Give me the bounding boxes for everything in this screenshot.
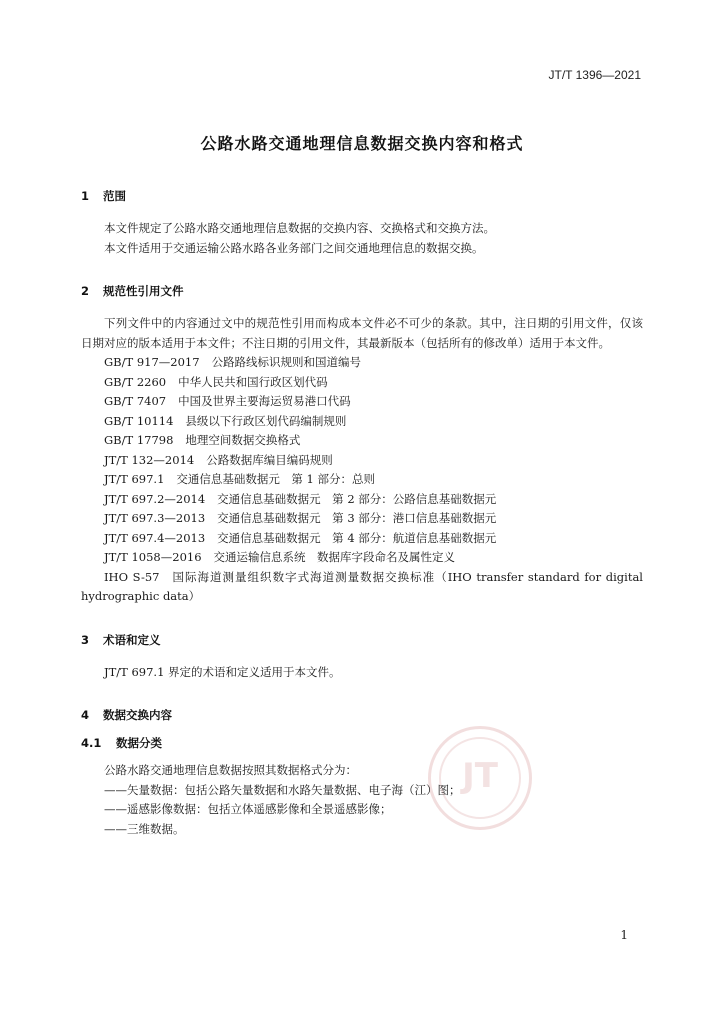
section-2-intro: 下列文件中的内容通过文中的规范性引用而构成本文件必不可少的条款。其中，注日期的引用文件，仅该日期对应的版本适用于本文件；不注日期的引用文件，其最新版本（包括所有的修改单）适用于本文件。 bbox=[81, 316, 643, 350]
reference-title: 交通信息基础数据元 第 4 部分：航道信息基础数据元 bbox=[217, 530, 497, 545]
section-number: 1 bbox=[81, 189, 90, 203]
subsection-4-1-intro: 公路水路交通地理信息数据按照其数据格式分为： bbox=[104, 763, 357, 777]
reference-code: JT/T 697.3—2013 bbox=[104, 511, 206, 525]
reference-title: 公路路线标识规则和国道编号 bbox=[211, 355, 362, 369]
document-body bbox=[81, 186, 643, 839]
reference-item bbox=[81, 451, 643, 471]
section-title: 数据交换内容 bbox=[103, 708, 172, 722]
reference-code: JT/T 697.1 bbox=[104, 472, 165, 486]
section-number: 4 bbox=[81, 708, 90, 722]
section-title: 范围 bbox=[103, 189, 126, 203]
reference-title: 地理空间数据交换格式 bbox=[185, 433, 301, 447]
reference-item bbox=[81, 568, 643, 607]
section-title: 规范性引用文件 bbox=[103, 284, 184, 298]
reference-item bbox=[81, 509, 643, 529]
reference-title: 县级以下行政区划代码编制规则 bbox=[185, 413, 347, 428]
reference-title: 中国及世界主要海运贸易港口代码 bbox=[178, 394, 351, 408]
reference-title: 交通信息基础数据元 第 1 部分：总则 bbox=[176, 472, 376, 486]
list-item: ——三维数据。 bbox=[104, 821, 185, 836]
reference-item bbox=[81, 373, 643, 393]
list-item: ——矢量数据：包括公路矢量数据和水路矢量数据、电子海（江）图； bbox=[104, 782, 461, 797]
reference-code: GB/T 917—2017 bbox=[104, 355, 200, 369]
section-1-paragraph: 本文件规定了公路水路交通地理信息数据的交换内容、交换格式和交换方法。 bbox=[104, 221, 495, 235]
document-code: JT/T 1396—2021 bbox=[548, 68, 641, 82]
section-number: 3 bbox=[81, 632, 90, 647]
reference-item bbox=[81, 431, 643, 451]
reference-item bbox=[81, 529, 643, 549]
document-title: 公路水路交通地理信息数据交换内容和格式 bbox=[200, 134, 524, 153]
reference-code: GB/T 17798 bbox=[104, 433, 174, 447]
reference-code: GB/T 10114 bbox=[104, 413, 174, 428]
reference-title: 交通信息基础数据元 第 2 部分：公路信息基础数据元 bbox=[217, 491, 497, 506]
reference-item bbox=[81, 392, 643, 412]
section-1-heading bbox=[81, 186, 643, 206]
section-3-heading bbox=[81, 630, 643, 650]
reference-code: JT/T 697.4—2013 bbox=[104, 530, 206, 545]
reference-title: 中华人民共和国行政区划代码 bbox=[178, 374, 328, 389]
section-4-heading bbox=[81, 705, 643, 725]
reference-code: GB/T 7407 bbox=[104, 394, 167, 408]
data-category-list bbox=[81, 781, 643, 840]
section-number: 2 bbox=[81, 284, 90, 298]
subsection-number: 4.1 bbox=[81, 736, 102, 750]
reference-item bbox=[81, 548, 643, 568]
reference-item bbox=[81, 412, 643, 432]
reference-list bbox=[81, 353, 643, 568]
reference-code: JT/T 132—2014 bbox=[104, 452, 195, 467]
reference-code: JT/T 697.2—2014 bbox=[104, 491, 206, 506]
reference-code: JT/T 1058—2016 bbox=[104, 550, 202, 564]
section-3-paragraph: JT/T 697.1 界定的术语和定义适用于本文件。 bbox=[104, 664, 341, 679]
subsection-title: 数据分类 bbox=[116, 736, 162, 750]
reference-item bbox=[81, 353, 643, 373]
section-title: 术语和定义 bbox=[103, 632, 161, 647]
page-number: 1 bbox=[620, 928, 628, 942]
reference-title: 国际海道测量组织数字式海道测量数据交换标准（IHO transfer standard for digital hydrographic data） bbox=[81, 569, 643, 603]
watermark-text: JT bbox=[462, 756, 498, 796]
reference-code: GB/T 2260 bbox=[104, 374, 167, 389]
reference-item bbox=[81, 490, 643, 510]
subsection-4-1-heading bbox=[81, 733, 643, 753]
reference-title: 公路数据库编目编码规则 bbox=[206, 452, 333, 467]
reference-item bbox=[81, 470, 643, 490]
reference-title: 交通信息基础数据元 第 3 部分：港口信息基础数据元 bbox=[217, 511, 497, 525]
list-item: ——遥感影像数据：包括立体遥感影像和全景遥感影像； bbox=[104, 802, 392, 816]
section-2-heading bbox=[81, 281, 643, 301]
reference-code: IHO S-57 bbox=[104, 569, 160, 584]
section-1-paragraph: 本文件适用于交通运输公路水路各业务部门之间交通地理信息的数据交换。 bbox=[104, 240, 484, 255]
reference-title: 交通运输信息系统 数据库字段命名及属性定义 bbox=[213, 550, 456, 564]
